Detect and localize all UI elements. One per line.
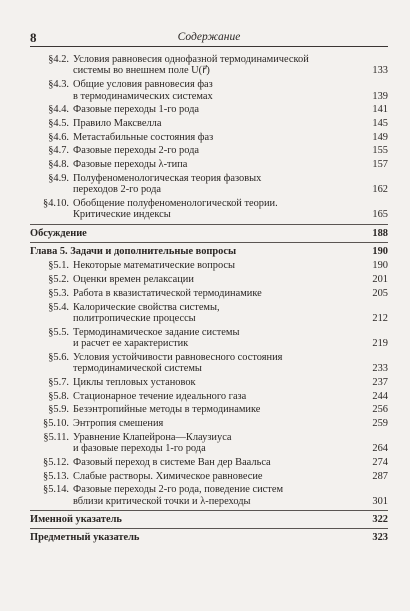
toc-title-line: вблизи критической точки и λ-переходы (73, 495, 251, 507)
toc-title-line: Условия устойчивости равновесного состояния (73, 351, 283, 363)
toc-entry[interactable] (30, 377, 388, 388)
toc-entry[interactable] (30, 118, 388, 129)
toc-page-number: 322 (372, 514, 388, 526)
toc-title-line: Фазовые переходы 1-го рода (73, 104, 200, 116)
toc-title-line: Предметный указатель (30, 532, 140, 544)
toc-section-number: §4.5. (48, 117, 69, 129)
toc-page-number: 190 (372, 246, 388, 258)
toc-page-number: 212 (372, 312, 388, 324)
toc-title-line: и расчет ее характеристик (73, 338, 189, 350)
toc-section-number: §5.12. (43, 456, 69, 468)
toc-section-number: §5.6. (48, 351, 69, 363)
toc-title (73, 79, 366, 102)
toc-title (73, 432, 366, 455)
toc-title-line: переходов 2-го рода (73, 184, 161, 196)
table-of-contents (30, 54, 388, 547)
toc-entry[interactable] (30, 260, 388, 271)
toc-title-line: и фазовые переходы 1-го рода (73, 443, 206, 455)
toc-title (73, 145, 366, 156)
toc-title-line: Калорические свойства системы, (73, 301, 220, 313)
toc-title (73, 484, 366, 507)
toc-entry[interactable] (30, 484, 388, 507)
toc-page-number: 139 (372, 90, 388, 102)
toc-title-line: в термодинамических системах (73, 90, 213, 102)
toc-title-line: Обсуждение (30, 227, 87, 239)
toc-page-number: 264 (372, 443, 388, 455)
toc-page-number: 205 (372, 287, 388, 299)
toc-entry[interactable] (30, 79, 388, 102)
toc-title (30, 514, 366, 525)
toc-page-number: 233 (372, 363, 388, 375)
toc-section-number: §5.3. (48, 287, 69, 299)
toc-title (73, 327, 366, 350)
toc-section-number: §5.11. (43, 431, 69, 443)
toc-section-number: §5.10. (43, 418, 69, 430)
page-number: 8 (30, 30, 37, 45)
toc-page-number: 190 (372, 260, 388, 272)
toc-title (73, 418, 366, 429)
toc-title (73, 404, 366, 415)
toc-page-number: 237 (372, 376, 388, 388)
toc-title (73, 288, 366, 299)
toc-title-line: Глава 5. Задачи и дополнительные вопросы (30, 246, 237, 258)
toc-title-line: Общие условия равновесия фаз (73, 79, 213, 91)
toc-section-number: §5.5. (48, 326, 69, 338)
toc-title-line: Метастабильные состояния фаз (73, 131, 214, 143)
toc-page-number: 274 (372, 456, 388, 468)
toc-entry[interactable] (30, 173, 388, 196)
toc-title (73, 260, 366, 271)
toc-title-line: Работа в квазистатической термодинамике (73, 287, 262, 299)
toc-title-line: Правило Максвелла (73, 117, 162, 129)
toc-entry[interactable] (30, 132, 388, 143)
toc-title (73, 391, 366, 402)
toc-title-line: Энтропия смешения (73, 418, 164, 430)
toc-title (73, 377, 366, 388)
toc-title-line: Фазовые переходы 2-го рода (73, 145, 200, 157)
toc-title (73, 159, 366, 170)
toc-page-number: 323 (372, 532, 388, 544)
toc-divider (30, 528, 388, 529)
toc-title-line: Фазовый переход в системе Ван дер Ваальса (73, 456, 271, 468)
toc-section-number: §5.4. (48, 301, 69, 313)
toc-title-line: Некоторые математические вопросы (73, 260, 235, 272)
toc-section-number: §4.6. (48, 131, 69, 143)
toc-title (73, 198, 366, 221)
toc-title (30, 246, 366, 257)
toc-page-number: 287 (372, 470, 388, 482)
toc-title (30, 532, 366, 543)
toc-title-line: Полуфеноменологическая теория фазовых (73, 172, 262, 184)
toc-major-entry[interactable] (30, 228, 388, 239)
toc-page-number: 301 (372, 495, 388, 507)
toc-section-number: §4.2. (48, 54, 69, 65)
toc-title-line: Фазовые переходы λ-типа (73, 159, 188, 171)
toc-title-line: Условия равновесия однофазной термодинамической (73, 54, 309, 65)
toc-divider (30, 242, 388, 243)
toc-section-number: §5.1. (48, 260, 69, 272)
toc-entry[interactable] (30, 352, 388, 375)
toc-entry[interactable] (30, 274, 388, 285)
toc-section-number: §4.7. (48, 145, 69, 157)
toc-page-number: 219 (372, 338, 388, 350)
toc-title-line: Слабые растворы. Химическое равновесие (73, 470, 263, 482)
toc-major-entry[interactable] (30, 514, 388, 525)
toc-section-number: §4.8. (48, 159, 69, 171)
toc-section-number: §5.2. (48, 274, 69, 286)
toc-entry[interactable] (30, 159, 388, 170)
toc-page-number: 259 (372, 418, 388, 430)
toc-title-line: Критические индексы (73, 209, 171, 221)
toc-page-number: 244 (372, 390, 388, 402)
toc-entry[interactable] (30, 302, 388, 325)
toc-title-line: Фазовые переходы 2-го рода, поведение систем (73, 484, 284, 496)
toc-title (73, 118, 366, 129)
toc-title-line: Обобщение полуфеноменологической теории. (73, 197, 278, 209)
toc-divider (30, 510, 388, 511)
toc-page-number: 145 (372, 117, 388, 129)
toc-page-number: 157 (372, 159, 388, 171)
toc-section-number: §5.7. (48, 376, 69, 388)
page-header (30, 30, 388, 47)
toc-entry[interactable] (30, 104, 388, 115)
toc-major-entry[interactable] (30, 532, 388, 543)
toc-page-number: 165 (372, 209, 388, 221)
toc-major-entry[interactable] (30, 246, 388, 257)
toc-title (73, 104, 366, 115)
running-title: Содержание (177, 31, 241, 43)
toc-entry[interactable] (30, 54, 388, 77)
toc-entry[interactable] (30, 457, 388, 468)
toc-section-number: §4.3. (48, 79, 69, 91)
toc-page-number: 162 (372, 184, 388, 196)
toc-title-line: системы во внешнем поле U(r⃗) (73, 65, 210, 77)
toc-page-number: 141 (372, 104, 388, 116)
toc-entry[interactable] (30, 391, 388, 402)
toc-title-line: Термодинамическое задание системы (73, 326, 240, 338)
toc-section-number: §4.10. (43, 197, 69, 209)
toc-title (73, 471, 366, 482)
toc-page-number: 133 (372, 65, 388, 77)
toc-title-line: Именной указатель (30, 514, 122, 526)
toc-entry[interactable] (30, 432, 388, 455)
toc-entry[interactable] (30, 198, 388, 221)
toc-title (73, 54, 366, 77)
toc-entry[interactable] (30, 145, 388, 156)
toc-page-number: 256 (372, 404, 388, 416)
toc-section-number: §4.9. (48, 172, 69, 184)
toc-title-line: Безэнтропийные методы в термодинамике (73, 404, 261, 416)
toc-page-number: 149 (372, 131, 388, 143)
toc-title-line: Уравнение Клапейрона—Клаузиуса (73, 431, 232, 443)
toc-title-line: Оценки времен релаксации (73, 274, 194, 286)
toc-page-number: 188 (372, 227, 388, 239)
toc-title (73, 132, 366, 143)
toc-section-number: §5.9. (48, 404, 69, 416)
toc-page-number: 155 (372, 145, 388, 157)
toc-title-line: Циклы тепловых установок (73, 376, 196, 388)
toc-section-number: §5.13. (43, 470, 69, 482)
toc-section-number: §4.4. (48, 104, 69, 116)
toc-section-number: §5.14. (43, 484, 69, 496)
toc-entry[interactable] (30, 418, 388, 429)
toc-entry[interactable] (30, 288, 388, 299)
toc-title-line: политропические процессы (73, 312, 196, 324)
toc-title (73, 352, 366, 375)
toc-entry[interactable] (30, 327, 388, 350)
toc-title (73, 173, 366, 196)
toc-section-number: §5.8. (48, 390, 69, 402)
toc-title (73, 274, 366, 285)
toc-title (73, 302, 366, 325)
toc-title (30, 228, 366, 239)
toc-entry[interactable] (30, 404, 388, 415)
toc-divider (30, 224, 388, 225)
toc-title-line: термодинамической системы (73, 363, 202, 375)
toc-title (73, 457, 366, 468)
toc-page-number: 201 (372, 274, 388, 286)
toc-title-line: Стационарное течение идеального газа (73, 390, 247, 402)
toc-entry[interactable] (30, 471, 388, 482)
